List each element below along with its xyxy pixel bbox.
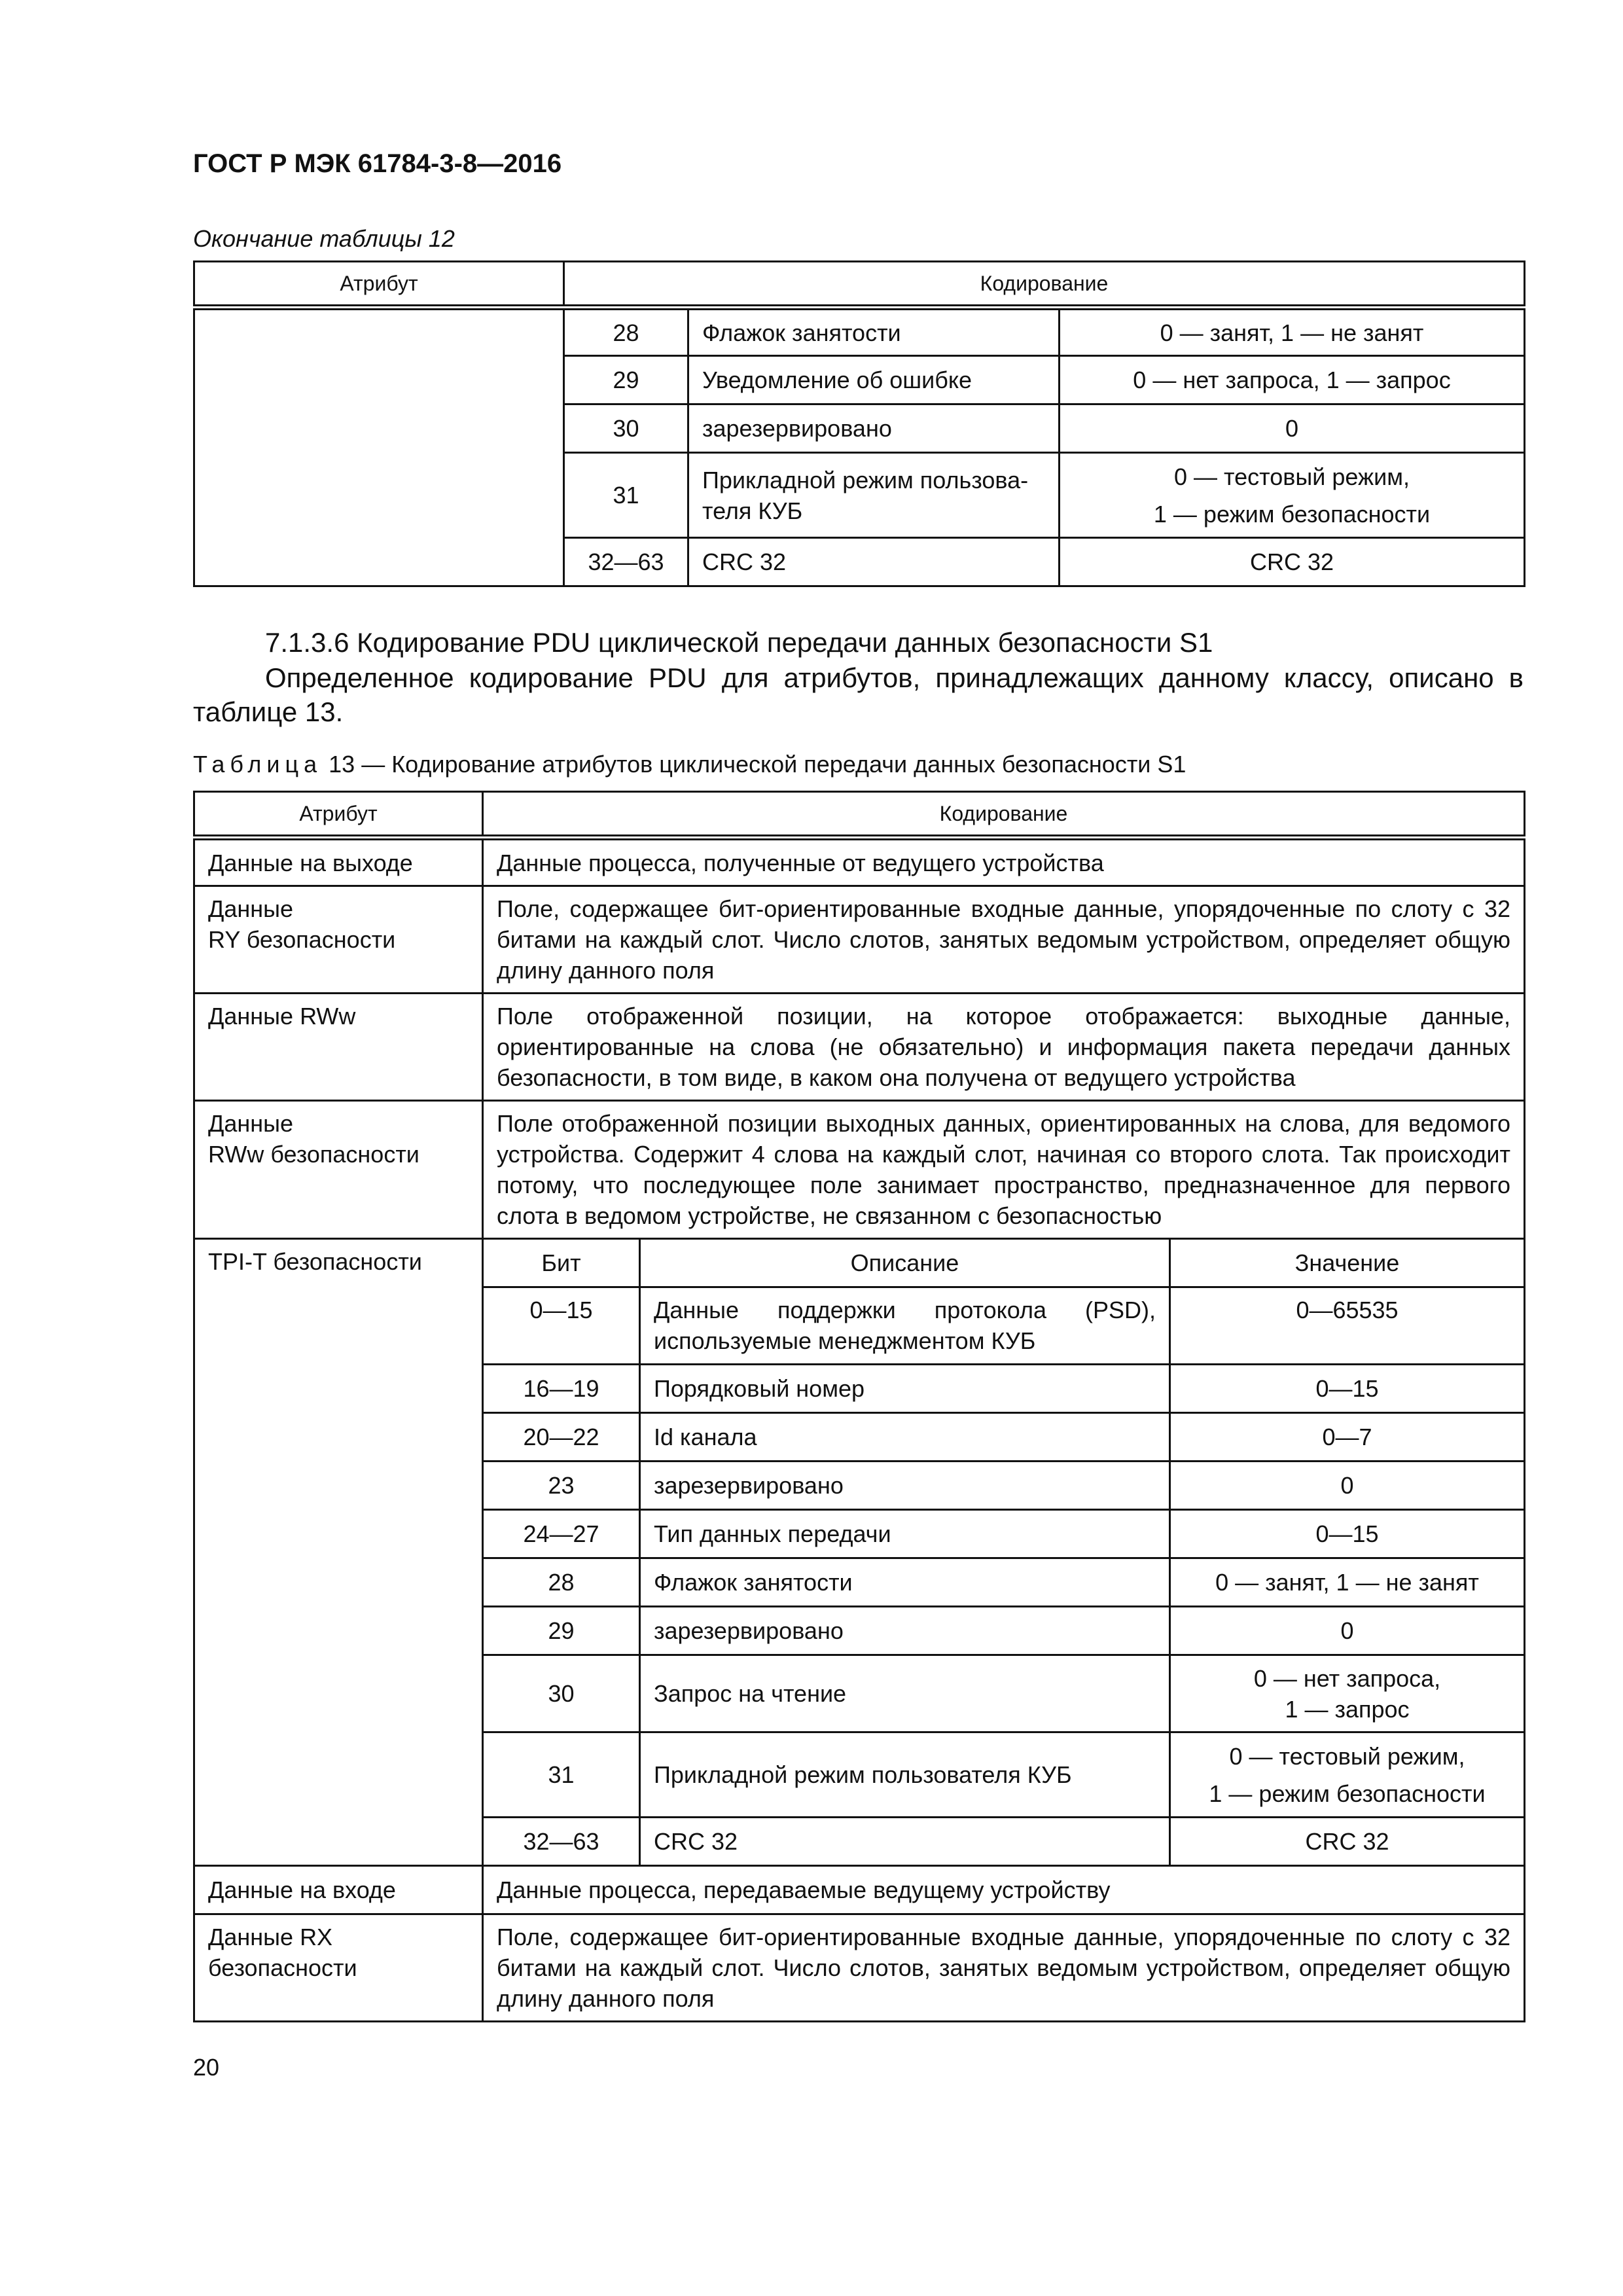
table13-attr-line1: Данные	[208, 895, 294, 922]
tpi-value: 0	[1170, 1462, 1525, 1510]
table12-bit: 32—63	[564, 538, 688, 586]
tpi-value: 0 — занят, 1 — не занят	[1170, 1558, 1525, 1607]
page-number: 20	[193, 2054, 220, 2081]
document-header: ГОСТ Р МЭК 61784-3-8—2016	[193, 149, 562, 178]
table12-bit: 31	[564, 453, 688, 538]
tpi-value-line2: 1 — режим безопасности	[1209, 1780, 1486, 1807]
table13-attr-line2: безопасности	[208, 1954, 357, 1981]
tpi-value: 0—15	[1170, 1365, 1525, 1413]
table13-header-attr: Атрибут	[194, 792, 483, 838]
tpi-value-line2: 1 — запрос	[1285, 1695, 1410, 1723]
tpi-value: 0—7	[1170, 1413, 1525, 1462]
tpi-header-value: Значение	[1170, 1239, 1525, 1287]
table12-header-attr: Атрибут	[194, 262, 564, 308]
table13-attr-line2: RWw безопасности	[208, 1141, 419, 1168]
tpi-desc: Тип данных передачи	[640, 1510, 1170, 1558]
table13-attr: Данные RWw	[194, 994, 483, 1101]
table12-desc: Флажок занятости	[688, 308, 1060, 356]
table12	[193, 260, 1525, 587]
tpi-desc: Прикладной режим пользователя КУБ	[640, 1732, 1170, 1818]
table13-attr-tpi: TPI-T безопасности	[194, 1239, 483, 1866]
table13-header-coding: Кодирование	[483, 792, 1525, 838]
tpi-bit: 23	[483, 1462, 640, 1510]
table12-value: 0 — занят, 1 — не занят	[1060, 308, 1525, 356]
table12-caption: Окончание таблицы 12	[193, 225, 455, 252]
tpi-bit: 28	[483, 1558, 640, 1607]
table12-desc: зарезервировано	[688, 404, 1060, 453]
table12-value: CRC 32	[1060, 538, 1525, 586]
tpi-desc: зарезервировано	[640, 1462, 1170, 1510]
table13-coding: Поле, содержащее бит-ориентированные входные данные, упорядоченные по слоту с 32 битами на каждый слот. Число слотов, занятых ведомым устройством, определяет общую длину данного поля	[483, 886, 1525, 994]
table13-attr: Данные на входе	[194, 1866, 483, 1914]
table13-coding: Поле, содержащее бит-ориентированные входные данные, упорядоченные по слоту с 32 битами на каждый слот. Число слотов, занятых ведомым устройством, определяет общую длину данного поля	[483, 1914, 1525, 2022]
table13-coding: Данные процесса, передаваемые ведущему устройству	[483, 1866, 1525, 1914]
tpi-desc: Флажок занятости	[640, 1558, 1170, 1607]
tpi-value: 0—65535	[1170, 1287, 1525, 1365]
table12-value: 0	[1060, 404, 1525, 453]
tpi-value	[1170, 1732, 1525, 1818]
tpi-value: CRC 32	[1170, 1818, 1525, 1866]
tpi-bit: 31	[483, 1732, 640, 1818]
table12-value	[1060, 453, 1525, 538]
tpi-value: 0	[1170, 1607, 1525, 1655]
table12-desc: Уведомление об ошибке	[688, 356, 1060, 404]
table12-value-line1: 0 — тестовый режим,	[1174, 463, 1410, 490]
table13-coding: Поле отображенной позиции, на которое отображается: выходные данные, ориентированные на слова (не обязательно) и информация пакета передачи данных безопасности, в том виде, в каком она получена от ведущего устройства	[483, 994, 1525, 1101]
table12-bit: 28	[564, 308, 688, 356]
table13-attr	[194, 886, 483, 994]
tpi-bit: 29	[483, 1607, 640, 1655]
tpi-desc: Порядковый номер	[640, 1365, 1170, 1413]
table12-bit: 29	[564, 356, 688, 404]
table12-bit: 30	[564, 404, 688, 453]
tpi-desc: Запрос на чтение	[640, 1655, 1170, 1732]
table12-desc: CRC 32	[688, 538, 1060, 586]
table13-attr-line1: Данные	[208, 1110, 294, 1137]
table13-coding: Данные процесса, полученные от ведущего устройства	[483, 838, 1525, 886]
tpi-desc: CRC 32	[640, 1818, 1170, 1866]
tpi-bit: 32—63	[483, 1818, 640, 1866]
table12-value: 0 — нет запроса, 1 — запрос	[1060, 356, 1525, 404]
table13-attr-line1: Данные RX	[208, 1924, 333, 1950]
tpi-header-desc: Описание	[640, 1239, 1170, 1287]
section-heading: 7.1.3.6 Кодирование PDU циклической передачи данных безопасности S1	[265, 627, 1213, 658]
table13-attr	[194, 1914, 483, 2022]
table13-caption-title: 13 — Кодирование атрибутов циклической передачи данных безопасности S1	[322, 751, 1186, 778]
table12-header-coding: Кодирование	[564, 262, 1525, 308]
tpi-desc: зарезервировано	[640, 1607, 1170, 1655]
section-body: Определенное кодирование PDU для атрибутов, принадлежащих данному классу, описано в таблице 13.	[193, 662, 1524, 727]
tpi-header-bit: Бит	[483, 1239, 640, 1287]
tpi-bit: 30	[483, 1655, 640, 1732]
tpi-desc: Данные поддержки протокола (PSD), используемые менеджментом КУБ	[640, 1287, 1170, 1365]
table13-attr	[194, 1101, 483, 1239]
table12-value-line2: 1 — режим безопасности	[1153, 500, 1431, 528]
tpi-value-line1: 0 — нет запроса,	[1253, 1664, 1441, 1692]
tpi-value	[1170, 1655, 1525, 1732]
table12-attr-empty	[194, 308, 564, 586]
tpi-bit: 0—15	[483, 1287, 640, 1365]
table13-caption	[193, 751, 1186, 778]
table12-desc: Прикладной режим пользова-теля КУБ	[688, 453, 1060, 538]
tpi-bit: 16—19	[483, 1365, 640, 1413]
tpi-desc: Id канала	[640, 1413, 1170, 1462]
table13-attr-line2: RY безопасности	[208, 926, 396, 953]
table13	[193, 791, 1525, 2022]
table13-attr: Данные на выходе	[194, 838, 483, 886]
tpi-bit: 20—22	[483, 1413, 640, 1462]
tpi-value-line1: 0 — тестовый режим,	[1229, 1742, 1465, 1770]
tpi-bit: 24—27	[483, 1510, 640, 1558]
tpi-value: 0—15	[1170, 1510, 1525, 1558]
table13-caption-prefix: Таблица	[193, 751, 323, 778]
table13-coding: Поле отображенной позиции выходных данных, ориентированных на слова, для ведомого устройства. Содержит 4 слова на каждый слот, начиная со второго слота. Так происходит потому, что последующее поле занимает пространство, предназначенное для первого слота в ведомом устройстве, не связанном с безопасностью	[483, 1101, 1525, 1239]
